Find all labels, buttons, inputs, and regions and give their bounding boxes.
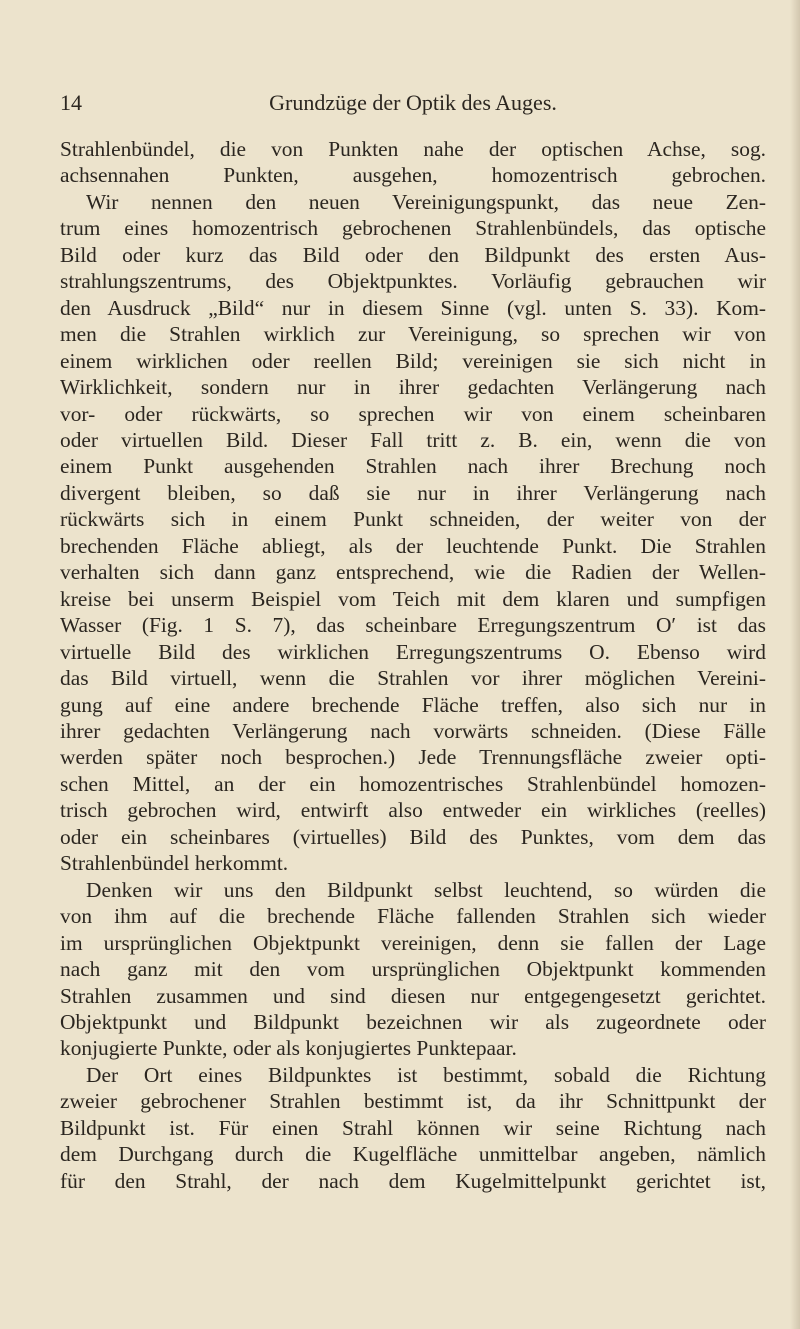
text-line: zweier gebrochener Strahlen bestimmt ist, da ihr Schnittpunkt der — [60, 1089, 766, 1114]
running-head — [60, 88, 766, 118]
text-line: men die Strahlen wirklich zur Vereinigung, so sprechen wir von — [60, 322, 766, 347]
text-line: Denken wir uns den Bildpunkt selbst leuchtend, so würden die — [86, 877, 766, 902]
text-line: virtuelle Bild des wirklichen Erregungszentrums O. Ebenso wird — [60, 639, 766, 664]
text-line: einem wirklichen oder reellen Bild; vereinigen sie sich nicht in — [60, 348, 766, 373]
text-line: den Ausdruck „Bild“ nur in diesem Sinne (vgl. unten S. 33). Kom- — [60, 295, 766, 320]
text-line: trum eines homozentrisch gebrochenen Strahlenbündels, das optische — [60, 216, 766, 241]
text-line: Wirklichkeit, sondern nur in ihrer gedachten Verlängerung nach — [60, 375, 766, 400]
text-line: dem Durchgang durch die Kugelfläche unmittelbar angeben, nämlich — [60, 1142, 766, 1167]
text-line: Wir nennen den neuen Vereinigungspunkt, das neue Zen- — [86, 189, 766, 214]
text-line: von ihm auf die brechende Fläche fallenden Strahlen sich wieder — [60, 904, 766, 929]
text-line: oder virtuellen Bild. Dieser Fall tritt z. B. ein, wenn die von — [60, 427, 766, 452]
text-line: Wasser (Fig. 1 S. 7), das scheinbare Erregungszentrum O′ ist das — [60, 613, 766, 638]
page-edge-shadow — [790, 0, 800, 1329]
text-line: ihrer gedachten Verlängerung nach vorwärts schneiden. (Diese Fälle — [60, 718, 766, 743]
text-line: werden später noch besprochen.) Jede Trennungsfläche zweier opti- — [60, 745, 766, 770]
text-line: Strahlenbündel herkommt. — [60, 851, 289, 876]
text-line: im ursprünglichen Objektpunkt vereinigen, denn sie fallen der Lage — [60, 930, 766, 955]
body-text — [60, 136, 766, 1194]
text-line: strahlungszentrums, des Objektpunktes. Vorläufig gebrauchen wir — [60, 269, 766, 294]
text-line: das Bild virtuell, wenn die Strahlen vor ihrer möglichen Vereini- — [60, 666, 766, 691]
text-line: kreise bei unserm Beispiel vom Teich mit dem klaren und sumpfigen — [60, 586, 766, 611]
text-line: divergent bleiben, so daß sie nur in ihrer Verlängerung nach — [60, 480, 766, 505]
text-line: schen Mittel, an der ein homozentrisches Strahlenbündel homozen- — [60, 771, 766, 796]
text-line: rückwärts sich in einem Punkt schneiden, der weiter von der — [60, 507, 766, 532]
text-line: Strahlenbündel, die von Punkten nahe der optischen Achse, sog. — [60, 137, 766, 161]
paragraph-1 — [60, 136, 766, 877]
page-number: 14 — [60, 90, 82, 115]
text-line: konjugierte Punkte, oder als konjugiertes Punktepaar. — [60, 1036, 517, 1061]
text-line: Der Ort eines Bildpunktes ist bestimmt, sobald die Richtung — [86, 1062, 766, 1087]
text-line: nach ganz mit den vom ursprünglichen Objektpunkt kommenden — [60, 957, 766, 982]
text-line: oder ein scheinbares (virtuelles) Bild des Punktes, vom dem das — [60, 824, 766, 849]
text-line: trisch gebrochen wird, entwirft also entweder ein wirkliches (reelles) — [60, 798, 766, 823]
text-line: achsennahen Punkten, ausgehen, homozentrisch gebrochen. — [60, 163, 766, 188]
text-line: brechenden Fläche abliegt, als der leuchtende Punkt. Die Strahlen — [60, 533, 766, 558]
running-head-title: Grundzüge der Optik des Auges. — [269, 90, 557, 115]
text-line: für den Strahl, der nach dem Kugelmittelpunkt gerichtet ist, — [60, 1168, 766, 1193]
text-line: vor- oder rückwärts, so sprechen wir von einem scheinbaren — [60, 401, 766, 426]
text-line: Strahlen zusammen und sind diesen nur entgegengesetzt gerichtet. — [60, 983, 766, 1008]
text-line: einem Punkt ausgehenden Strahlen nach ihrer Brechung noch — [60, 454, 766, 479]
text-line: Bild oder kurz das Bild oder den Bildpunkt des ersten Aus- — [60, 242, 766, 267]
text-line: verhalten sich dann ganz entsprechend, wie die Radien der Wellen- — [60, 560, 766, 585]
paragraph-2 — [60, 877, 766, 1062]
text-line: gung auf eine andere brechende Fläche treffen, also sich nur in — [60, 692, 766, 717]
text-line: Objektpunkt und Bildpunkt bezeichnen wir als zugeordnete oder — [60, 1009, 766, 1034]
paragraph-3 — [60, 1062, 766, 1194]
text-line: Bildpunkt ist. Für einen Strahl können wir seine Richtung nach — [60, 1115, 766, 1140]
